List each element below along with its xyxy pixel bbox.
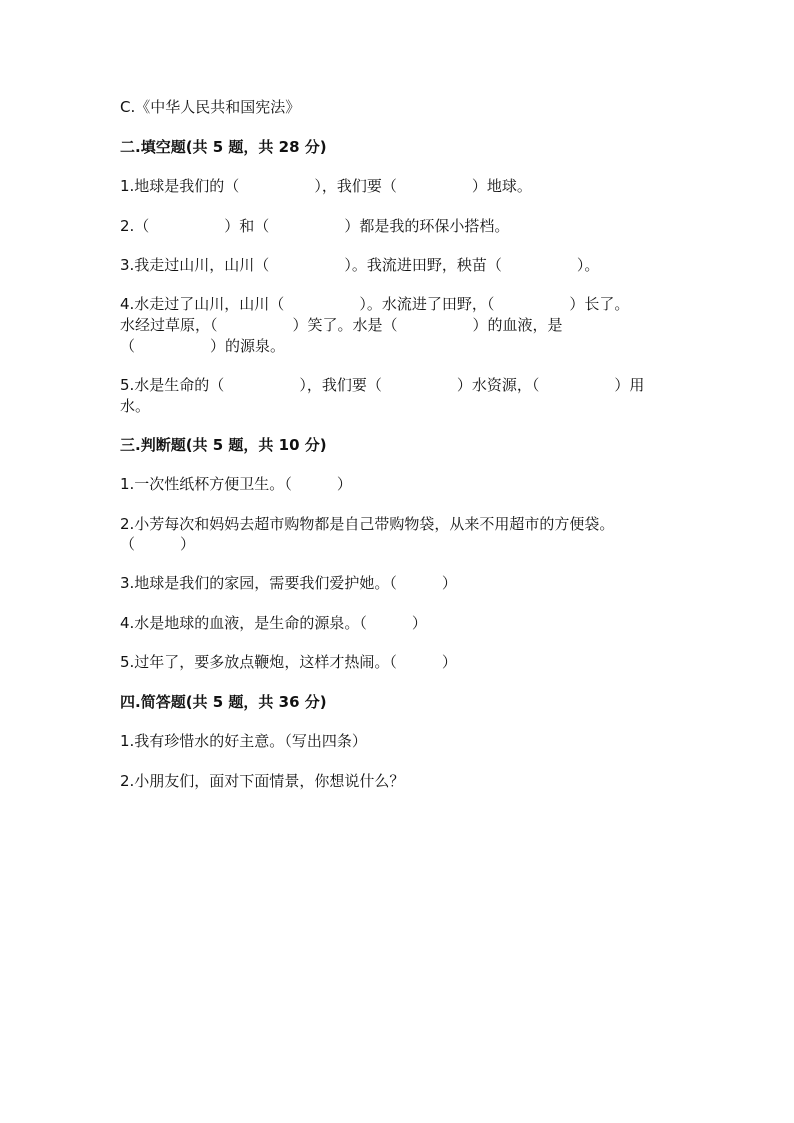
true-false-q3: 3.地球是我们的家园，需要我们爱护她。（ ） xyxy=(120,574,457,592)
fill-blank-q4-line1: 4.水走过了山川，山川（ ）。水流进了田野，（ ）长了。 xyxy=(120,295,630,313)
option-c-text: C.《中华人民共和国宪法》 xyxy=(120,98,301,116)
true-false-q5: 5.过年了，要多放点鞭炮，这样才热闹。（ ） xyxy=(120,653,457,671)
section-heading-true-false: 三.判断题(共 5 题，共 10 分) xyxy=(120,436,327,454)
fill-blank-q4-line2: 水经过草原，（ ）笑了。水是（ ）的血液，是 xyxy=(120,316,563,334)
fill-blank-q2: 2.（ ）和（ ）都是我的环保小搭档。 xyxy=(120,217,510,235)
fill-blank-q5-line2: 水。 xyxy=(120,397,151,415)
fill-blank-q4-line3: （ ）的源泉。 xyxy=(120,337,286,355)
short-answer-q2: 2.小朋友们，面对下面情景，你想说什么？ xyxy=(120,772,405,790)
true-false-q1: 1.一次性纸杯方便卫生。（ ） xyxy=(120,475,352,493)
fill-blank-q3: 3.我走过山川，山川（ ）。我流进田野，秧苗（ ）。 xyxy=(120,256,600,274)
short-answer-q1: 1.我有珍惜水的好主意。（写出四条） xyxy=(120,732,367,750)
fill-blank-q5-line1: 5.水是生命的（ ），我们要（ ）水资源，（ ）用 xyxy=(120,376,645,394)
true-false-q2-line1: 2.小芳每次和妈妈去超市购物都是自己带购物袋，从来不用超市的方便袋。 xyxy=(120,515,615,533)
section-heading-fill-blank: 二.填空题(共 5 题，共 28 分) xyxy=(120,138,327,156)
section-heading-short-answer: 四.简答题(共 5 题，共 36 分) xyxy=(120,693,327,711)
true-false-q4: 4.水是地球的血液，是生命的源泉。（ ） xyxy=(120,614,427,632)
true-false-q2-line2: （ ） xyxy=(120,535,196,553)
fill-blank-q1: 1.地球是我们的（ ），我们要（ ）地球。 xyxy=(120,177,532,195)
